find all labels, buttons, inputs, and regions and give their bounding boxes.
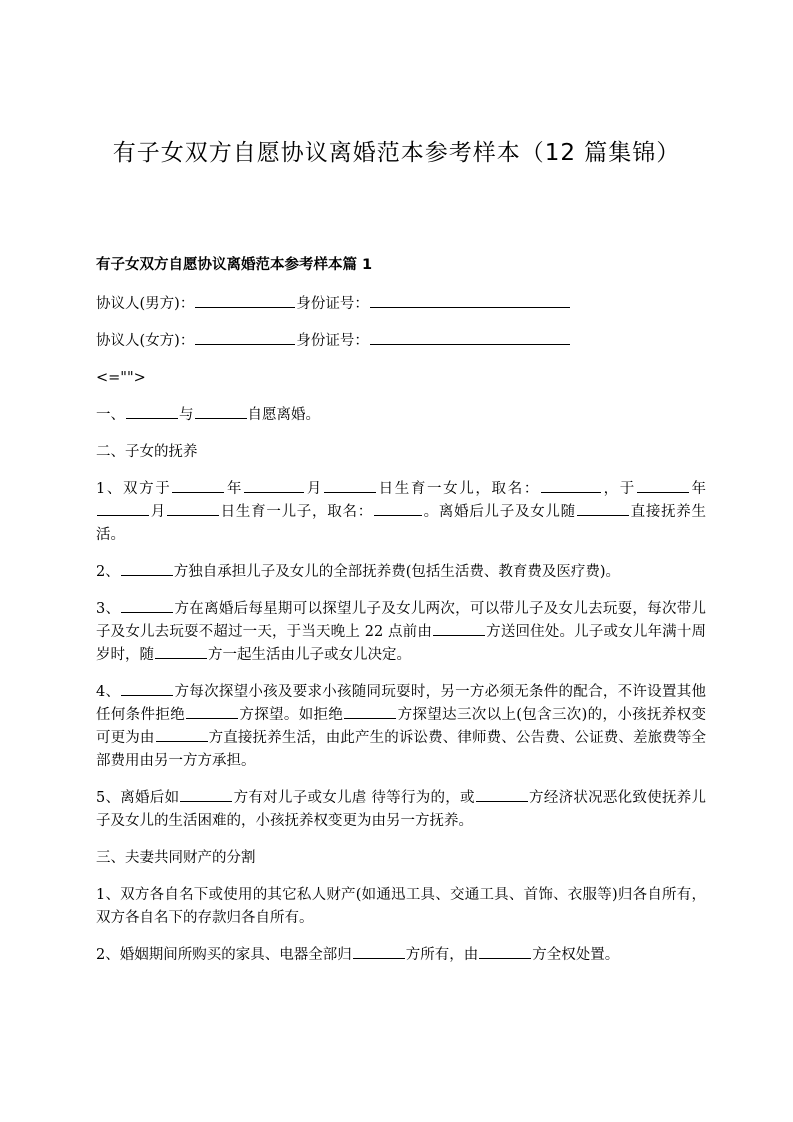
heading-child-custody: 二、子女的抚养: [96, 444, 198, 460]
daughter-birth-month-field[interactable]: [244, 478, 304, 493]
section-title: 有子女双方自愿协议离婚范本参考样本篇 1: [96, 257, 373, 273]
property-item-2: [96, 944, 706, 967]
text: 。离婚后儿子及女儿随: [422, 504, 576, 520]
party-female-line: [96, 330, 706, 353]
live-with-party-field[interactable]: [155, 644, 207, 659]
economic-party-field[interactable]: [476, 787, 528, 802]
party-female-name-field[interactable]: [195, 330, 295, 345]
text: ，于: [601, 481, 636, 497]
return-party-field[interactable]: [433, 621, 485, 636]
daughter-name-field[interactable]: [541, 478, 601, 493]
furniture-disposer-field[interactable]: [479, 944, 531, 959]
text: 方在离婚后每星期可以探望儿子及女儿两次，可以带儿子及女儿去玩耍，每次带儿子及女儿去玩耍不超过一天，于当天晚上 22 点前由: [96, 601, 706, 640]
transfer-custody-party-field[interactable]: [156, 727, 208, 742]
clause-1-mid: 与: [179, 407, 194, 423]
text: 方独自承担儿子及女儿的全部抚养费(包括生活费、教育费及医疗费)。: [173, 564, 621, 580]
party-male-name-field[interactable]: [195, 293, 295, 308]
custody-party-field[interactable]: [577, 501, 629, 516]
refused-party-field[interactable]: [186, 704, 238, 719]
id-label-male: 身份证号：: [296, 296, 369, 312]
text: 方送回住处。儿子或女儿年满十周岁时，随: [96, 624, 706, 663]
custody-item-5: [96, 787, 706, 833]
custody-item-2: [96, 561, 706, 584]
clause-1-party-b-field[interactable]: [195, 404, 247, 419]
support-party-field[interactable]: [121, 561, 173, 576]
heading-property-division: 三、夫妻共同财产的分割: [96, 850, 256, 866]
custody-item-4: [96, 681, 706, 773]
text: 日生育一女儿，取名：: [376, 481, 540, 497]
artifact-text: <="">: [96, 370, 146, 386]
text: 日生育一儿子，取名：: [219, 504, 373, 520]
text: 1、双方于: [96, 481, 172, 497]
property-item-1: 1、双方各自名下或使用的其它私人财产(如通迅工具、交通工具、首饰、衣服等)归各自所有，双方各自名下的存款归各自所有。: [96, 887, 706, 926]
text: 3、: [96, 601, 121, 617]
custody-item-1: [96, 478, 706, 547]
son-birth-year-field[interactable]: [637, 478, 689, 493]
text: 方所有，由: [405, 947, 479, 963]
text: 方每次探望小孩及要求小孩随同玩耍时，另一方必须无条件的配合，不许设置其他任何条件拒绝: [96, 684, 706, 723]
refused-party-field-2[interactable]: [344, 704, 396, 719]
abuse-party-field[interactable]: [180, 787, 232, 802]
clause-1-prefix: 一、: [96, 407, 125, 423]
text: 方探望达三次以上(包含三次)的，小孩抚养权变可更为由: [96, 707, 707, 746]
text: 4、: [96, 684, 121, 700]
son-name-field[interactable]: [374, 501, 422, 516]
text: 方经济状况恶化致使抚养儿子及女儿的生活困难的，小孩抚养权变更为由另一方抚养。: [96, 790, 706, 829]
text: 方直接抚养生活，由此产生的诉讼费、律师费、公告费、公证费、差旅费等全部费用由另一方方承担。: [96, 730, 707, 769]
text: 2、婚姻期间所购买的家具、电器全部归: [96, 947, 352, 963]
clause-1-party-a-field[interactable]: [126, 404, 178, 419]
party-male-id-field[interactable]: [370, 293, 570, 308]
text: 方探望。如拒绝: [239, 707, 344, 723]
daughter-birth-day-field[interactable]: [324, 478, 376, 493]
party-female-label: 协议人(女方)：: [96, 333, 195, 349]
document-body: [96, 254, 706, 981]
furniture-owner-field[interactable]: [353, 944, 405, 959]
party-male-line: [96, 293, 706, 316]
clause-1: [96, 404, 706, 427]
document-title: 有子女双方自愿协议离婚范本参考样本（12 篇集锦）: [112, 140, 681, 166]
text: 月: [305, 481, 323, 497]
text: 方全权处置。: [532, 947, 620, 963]
text: 月: [150, 504, 166, 520]
visiting-party-field[interactable]: [121, 598, 173, 613]
text: 方有对儿子或女儿虐 待等行为的，或: [233, 790, 475, 806]
son-birth-day-field[interactable]: [167, 501, 219, 516]
visit-request-party-field[interactable]: [121, 681, 173, 696]
text: 年: [225, 481, 244, 497]
daughter-birth-year-field[interactable]: [172, 478, 224, 493]
son-birth-month-field[interactable]: [97, 501, 149, 516]
party-female-id-field[interactable]: [370, 330, 570, 345]
id-label-female: 身份证号：: [296, 333, 369, 349]
text: 5、离婚后如: [96, 790, 180, 806]
text: 方一起生活由儿子或女儿决定。: [208, 647, 411, 663]
text: 年: [689, 481, 707, 497]
custody-item-3: [96, 598, 706, 667]
party-male-label: 协议人(男方)：: [96, 296, 195, 312]
clause-1-suffix: 自愿离婚。: [247, 407, 320, 423]
text: 直接抚养生活。: [96, 504, 707, 543]
text: 2、: [96, 564, 120, 580]
